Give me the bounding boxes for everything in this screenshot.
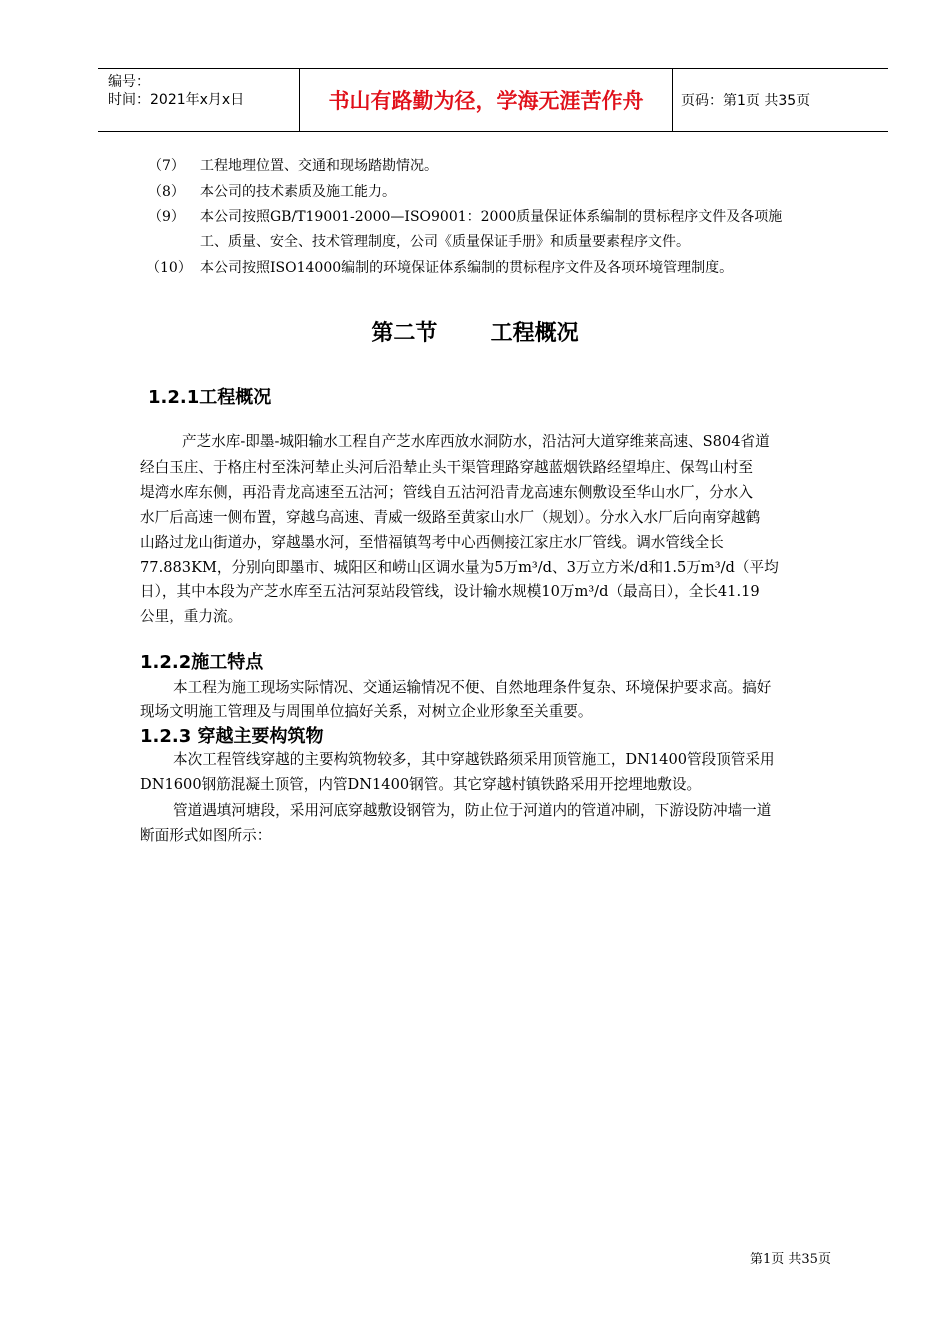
section-title	[0, 316, 950, 347]
section-title-text: 工程概况	[490, 321, 579, 346]
list-item	[148, 207, 868, 253]
paragraph-line: 77.883KM，分别向即墨市、城阳区和崂山区调水量为5万m³/d、3万立方米/d和1.5万m³/d（平均	[140, 559, 779, 576]
subsection-heading: 1.2.1工程概况	[148, 387, 272, 408]
list-item	[148, 258, 868, 278]
document-number-label: 编号：	[108, 74, 150, 90]
list-item-number: （9）	[148, 209, 185, 225]
paragraph-line: 山路过龙山街道办，穿越墨水河，至惜福镇驾考中心西侧接江家庄水厂管线。调水管线全长	[140, 534, 724, 551]
paragraph-line: DN1600钢筋混凝土顶管，内管DN1400钢管。其它穿越村镇铁路采用开挖埋地敷设。	[140, 776, 702, 793]
list-item	[148, 182, 868, 202]
paragraph-line: 管道遇填河塘段，采用河底穿越敷设钢管为，防止位于河道内的管道冲刷，下游设防冲墙一道	[173, 802, 772, 819]
subsection-heading: 1.2.2施工特点	[140, 652, 264, 673]
document-time-label: 时间：2021年x月x日	[108, 92, 245, 108]
list-item-text: 本公司按照ISO14000编制的环境保证体系编制的贯标程序文件及各项环境管理制度。	[200, 260, 734, 276]
list-item-number: （8）	[148, 184, 185, 200]
footer-page-number: 第1页 共35页	[750, 1252, 831, 1267]
list-item-number: （7）	[148, 158, 185, 174]
header-motto: 书山有路勤为径，学海无涯苦作舟	[300, 69, 673, 131]
list-item	[148, 156, 868, 176]
paragraph-line: 堤湾水库东侧，再沿青龙高速至五沽河；管线自五沽河沿青龙高速东侧敷设至华山水厂，分水入	[140, 484, 753, 501]
paragraph-line: 本次工程管线穿越的主要构筑物较多，其中穿越铁路须采用顶管施工，DN1400管段顶管采用	[173, 751, 775, 768]
header-page-number: 页码：第1页 共35页	[681, 93, 811, 109]
paragraph-line: 断面形式如图所示：	[140, 827, 272, 844]
header-info-cell	[98, 69, 300, 131]
list-item-text: 工程地理位置、交通和现场踏勘情况。	[200, 158, 438, 174]
list-item-text: 本公司按照GB/T19001-2000—ISO9001：2000质量保证体系编制的贯标程序文件及各项施	[200, 209, 783, 225]
paragraph-line: 日），其中本段为产芝水库至五沽河泵站段管线，设计输水规模10万m³/d（最高日），全长41.19	[140, 583, 760, 600]
subsection-heading: 1.2.3 穿越主要构筑物	[140, 726, 324, 747]
list-item-text: 本公司的技术素质及施工能力。	[200, 184, 396, 200]
paragraph-line: 产芝水库-即墨-城阳输水工程自产芝水库西放水洞防水，沿沽河大道穿维莱高速、S804省道	[182, 433, 770, 450]
paragraph-line: 现场文明施工管理及与周围单位搞好关系，对树立企业形象至关重要。	[140, 703, 593, 720]
list-item-text: 工、质量、安全、技术管理制度，公司《质量保证手册》和质量要素程序文件。	[200, 234, 690, 250]
section-title-number: 第二节	[371, 321, 438, 346]
paragraph-line: 本工程为施工现场实际情况、交通运输情况不便、自然地理条件复杂、环境保护要求高。搞好	[173, 679, 772, 696]
paragraph-line: 公里，重力流。	[140, 608, 243, 625]
list-item-number: （10）	[146, 260, 192, 276]
page-header	[98, 68, 888, 132]
paragraph-line: 水厂后高速一侧布置，穿越乌高速、青威一级路至黄家山水厂（规划）。分水入水厂后向南穿越鹤	[140, 509, 761, 526]
paragraph-line: 经白玉庄、于格庄村至洙河辇止头河后沿辇止头干渠管理路穿越蓝烟铁路经望埠庄、保驾山村至	[140, 459, 753, 476]
